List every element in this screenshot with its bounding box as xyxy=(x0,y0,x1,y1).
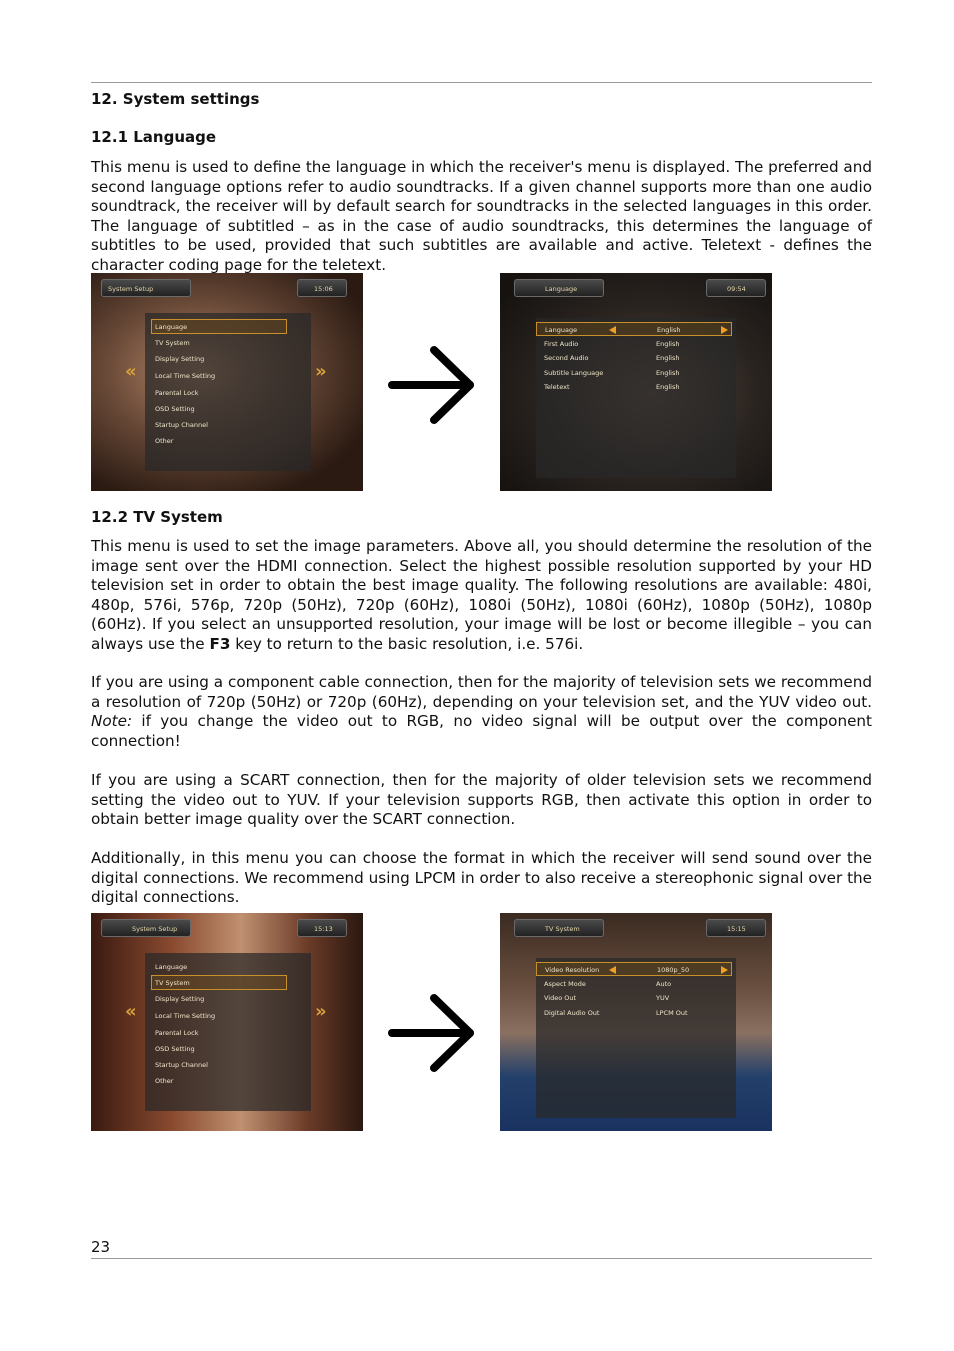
row-value: Auto xyxy=(656,980,672,988)
row-value: LPCM Out xyxy=(656,1009,688,1017)
menu-item[interactable]: Other xyxy=(155,1077,174,1085)
tv-system-heading: 12.2 TV System xyxy=(91,508,223,526)
row-label: First Audio xyxy=(544,340,579,348)
p2-text-end: if you change the video out to RGB, no video signal will be output over the component connection! xyxy=(91,712,872,750)
menu-panel xyxy=(145,953,311,1111)
row-label: Video Resolution xyxy=(545,966,600,974)
settings-row[interactable] xyxy=(536,1006,732,1020)
page-number: 23 xyxy=(91,1238,111,1256)
menu-item[interactable]: Parental Lock xyxy=(155,1029,199,1037)
menu-item[interactable]: Other xyxy=(155,437,174,445)
menu-item[interactable]: Display Setting xyxy=(155,995,205,1003)
row-value: English xyxy=(656,340,680,348)
settings-row[interactable] xyxy=(536,380,732,394)
osd-title: System Setup xyxy=(108,285,154,293)
bottom-rule xyxy=(91,1258,872,1259)
osd-title: System Setup xyxy=(132,925,178,933)
system-setup-screenshot-2 xyxy=(91,913,363,1131)
osd-title: Language xyxy=(545,285,578,293)
p2-text: If you are using a component cable connection, then for the majority of television sets we recommend a resolution of 720p (50Hz) or 720p (60Hz), depending on your television set, and the YUV video out. xyxy=(91,673,872,711)
osd-title-bar xyxy=(101,919,191,937)
system-setup-screenshot-1 xyxy=(91,273,363,491)
row-label: Video Out xyxy=(544,994,577,1002)
osd-time-bar xyxy=(297,919,347,937)
osd-time: 09:54 xyxy=(727,285,746,293)
settings-panel xyxy=(536,318,736,478)
menu-item[interactable]: Startup Channel xyxy=(155,1061,208,1069)
f3-key: F3 xyxy=(209,634,231,653)
osd-time: 15:06 xyxy=(314,285,333,293)
top-rule xyxy=(91,82,872,83)
osd-title-bar xyxy=(514,279,604,297)
language-paragraph: This menu is used to define the language in which the receiver's menu is displayed. The preferred and second language options refer to audio soundtracks. If a given channel supports more than one audio soundtrack, the receiver will by default search for soundtracks in the selected languages in this order. The language of subtitled – as in the case of audio soundtracks, this determines the language of subtitles to be used, provided that such subtitles are available and active. Teletext - defines the character coding page for the teletext. xyxy=(91,158,872,274)
note-label: Note: xyxy=(91,712,133,730)
row-value: English xyxy=(656,383,680,391)
chevron-right-icon: » xyxy=(315,361,327,382)
tv-system-screenshot xyxy=(500,913,772,1131)
menu-item[interactable]: TV System xyxy=(155,339,190,347)
chevron-right-icon: » xyxy=(315,1001,327,1022)
osd-time: 15:15 xyxy=(727,925,746,933)
menu-item[interactable]: Local Time Setting xyxy=(155,372,216,380)
menu-item[interactable]: Parental Lock xyxy=(155,389,199,397)
row-value: 1080p_50 xyxy=(657,966,690,974)
menu-item[interactable]: Language xyxy=(155,323,188,331)
osd-time-bar xyxy=(297,279,347,297)
row-value: English xyxy=(657,326,681,334)
triangle-right-icon[interactable] xyxy=(721,326,728,334)
section-title: 12. System settings xyxy=(91,90,260,108)
language-screenshot xyxy=(500,273,772,491)
osd-time: 15:13 xyxy=(314,925,333,933)
osd-title-bar xyxy=(101,279,191,297)
row-label: Teletext xyxy=(544,383,570,391)
tv-system-paragraph-4: Additionally, in this menu you can choose the format in which the receiver will send sound over the digital connections. We recommend using LPCM in order to also receive a stereophonic signal over the digital connections. xyxy=(91,849,872,906)
row-value: YUV xyxy=(656,994,670,1002)
row-label: Second Audio xyxy=(544,354,589,362)
row-value: English xyxy=(656,369,680,377)
menu-item[interactable]: Language xyxy=(155,963,188,971)
arrow-right-icon xyxy=(386,340,476,430)
menu-item[interactable]: OSD Setting xyxy=(155,405,195,413)
settings-row[interactable] xyxy=(536,962,732,976)
menu-panel xyxy=(145,313,311,471)
osd-title-bar xyxy=(514,919,604,937)
row-value: English xyxy=(656,354,680,362)
menu-item[interactable]: Startup Channel xyxy=(155,421,208,429)
triangle-left-icon[interactable] xyxy=(609,966,616,974)
settings-panel xyxy=(536,958,736,1118)
arrow-right-icon xyxy=(386,988,476,1078)
settings-row[interactable] xyxy=(536,337,732,351)
chevron-left-icon: « xyxy=(125,1001,137,1022)
menu-item[interactable]: Local Time Setting xyxy=(155,1012,216,1020)
settings-row[interactable] xyxy=(536,351,732,365)
settings-row[interactable] xyxy=(536,977,732,991)
settings-row[interactable] xyxy=(536,991,732,1005)
triangle-left-icon[interactable] xyxy=(609,326,616,334)
menu-item[interactable]: OSD Setting xyxy=(155,1045,195,1053)
p1-text: This menu is used to set the image parameters. Above all, you should determine the resolution of the image sent over the HDMI connection. Select the highest possible resolution supported by your HD television set in order to obtain the best image quality. The following resolutions are available: 480i, 480p, 576i, 576p, 720p (50Hz), 720p (60Hz), 1080i (50Hz), 1080i (60Hz), 1080p (50Hz), 1080p (60Hz). If you select an unsupported resolution, your image will be lost or become illegible – you can always use the xyxy=(91,537,872,653)
osd-time-bar xyxy=(706,279,766,297)
osd-title: TV System xyxy=(545,925,580,933)
chevron-left-icon: « xyxy=(125,361,137,382)
triangle-right-icon[interactable] xyxy=(721,966,728,974)
settings-row[interactable] xyxy=(536,366,732,380)
menu-item[interactable]: TV System xyxy=(155,979,190,987)
menu-item[interactable]: Display Setting xyxy=(155,355,205,363)
osd-time-bar xyxy=(706,919,766,937)
row-label: Digital Audio Out xyxy=(544,1009,600,1017)
row-label: Aspect Mode xyxy=(544,980,586,988)
language-heading: 12.1 Language xyxy=(91,128,217,146)
tv-system-paragraph-1 xyxy=(91,537,872,654)
tv-system-paragraph-2 xyxy=(91,673,872,751)
row-label: Subtitle Language xyxy=(544,369,604,377)
settings-row[interactable] xyxy=(536,322,732,336)
row-label: Language xyxy=(545,326,578,334)
p1-text-end: key to return to the basic resolution, i.e. 576i. xyxy=(230,634,584,653)
tv-system-paragraph-3: If you are using a SCART connection, then for the majority of older television sets we recommend setting the video out to YUV. If your television supports RGB, then activate this option in order to obtain better image quality over the SCART connection. xyxy=(91,771,872,828)
